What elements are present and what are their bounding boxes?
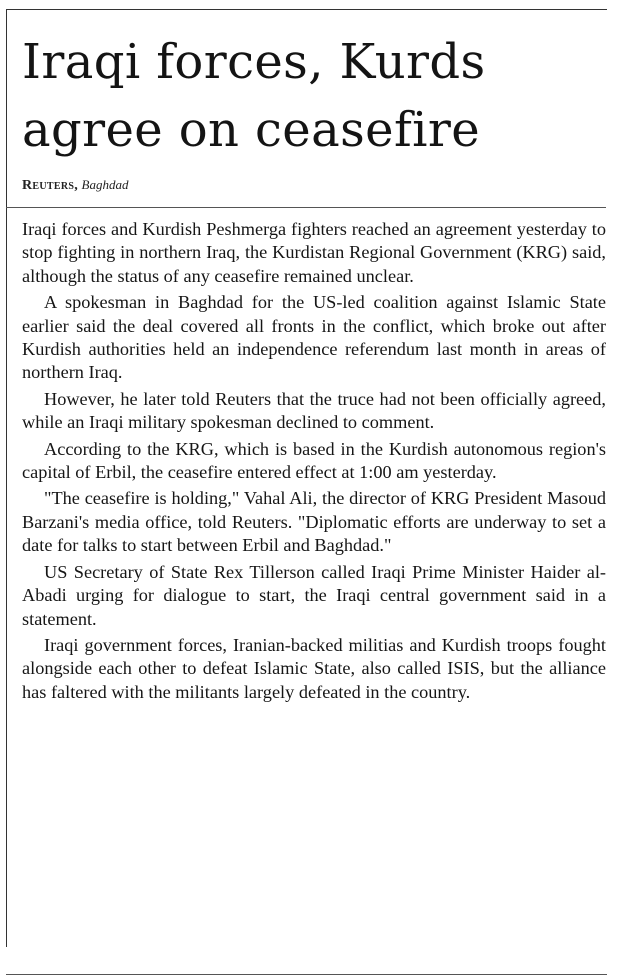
byline-location: Baghdad xyxy=(81,177,129,192)
top-border-rule xyxy=(6,9,607,10)
paragraph-5: "The ceasefire is holding," Vahal Ali, the director of KRG President Masoud Barzani's media office, told Reuters. "Diplomatic efforts are underway to set a date for talks to start between Erbil and Baghdad." xyxy=(22,488,606,556)
byline-divider xyxy=(6,207,606,208)
headline-line-2: agree on ceasefire xyxy=(22,102,481,158)
paragraph-6: US Secretary of State Rex Tillerson called Iraqi Prime Minister Haider al-Abadi urging for dialogue to start, the Iraqi central government said in a statement. xyxy=(22,561,606,629)
article-body xyxy=(22,218,606,704)
paragraph-3: However, he later told Reuters that the truce had not been officially agreed, while an Iraqi military spokesman declined to comment. xyxy=(22,388,606,433)
byline-agency: Reuters, xyxy=(22,178,79,193)
bottom-border-rule xyxy=(6,974,607,975)
news-article xyxy=(22,28,606,707)
left-border-rule xyxy=(6,9,7,947)
byline xyxy=(22,176,606,195)
paragraph-1: Iraqi forces and Kurdish Peshmerga fighters reached an agreement yesterday to stop fighting in northern Iraq, the Kurdistan Regional Government (KRG) said, although the status of any ceasefire remained unclear. xyxy=(22,219,606,286)
headline xyxy=(22,28,606,164)
paragraph-2: A spokesman in Baghdad for the US-led coalition against Islamic State earlier said the deal covered all fronts in the conflict, which broke out after Kurdish authorities held an independence referendum last month in areas of northern Iraq. xyxy=(22,292,606,383)
paragraph-4: According to the KRG, which is based in the Kurdish autonomous region's capital of Erbil, the ceasefire entered effect at 1:00 am yesterday. xyxy=(22,438,606,483)
headline-line-1: Iraqi forces, Kurds xyxy=(22,34,486,90)
paragraph-7: Iraqi government forces, Iranian-backed militias and Kurdish troops fought alongside each other to defeat Islamic State, also called ISIS, but the alliance has faltered with the militants largely defeated in the country. xyxy=(22,634,606,702)
